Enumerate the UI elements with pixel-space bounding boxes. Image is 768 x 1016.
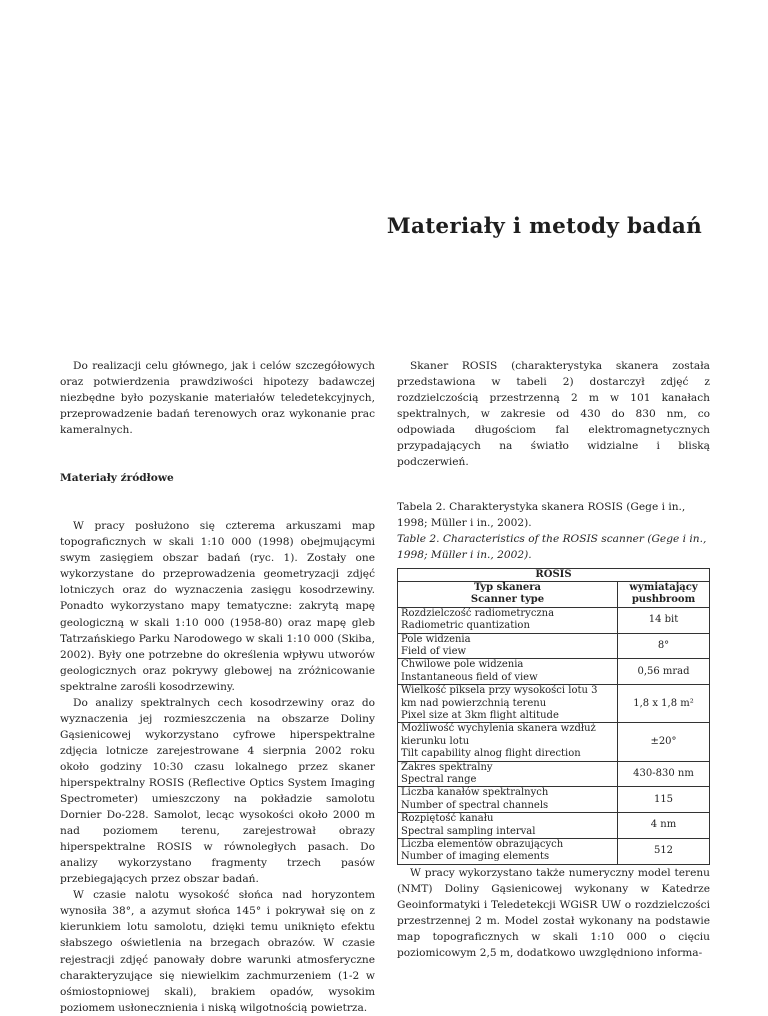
table-row-description xyxy=(398,685,618,723)
table-row-description xyxy=(398,607,618,633)
table-row-description xyxy=(398,659,618,685)
row-label-en: Pixel size at 3km flight altitude xyxy=(401,709,559,721)
row-label-en: Spectral range xyxy=(401,774,477,786)
row-value: 8° xyxy=(618,633,710,659)
row-label-pl: Liczba elementów obrazujących xyxy=(401,839,564,851)
row-label-pl: Rozdzielczość radiometryczna xyxy=(401,607,555,619)
paragraph-nmt: W pracy wykorzystano także numeryczny model terenu (NMT) Doliny Gąsienicowej wykonany w Katedrze Geoinformatyki i Teledetekcji WGiSR UW o rozdzielczości przestrzennej 2 m. Model został wykonany na podstawie map topograficznych w skali 1:10 000 o cięciu poziomicowym 2,5 m, dodatkowo uwzględniono informa- xyxy=(397,866,710,960)
table-row xyxy=(398,685,710,723)
row-label-pl: Chwilowe pole widzenia xyxy=(401,659,524,671)
caption-pl: Tabela 2. Charakterystyka skanera ROSIS (Gege i in., 1998; Müller i in., 2002). xyxy=(397,501,686,530)
page-title: Materiały i metody badań xyxy=(386,214,702,239)
left-column xyxy=(60,358,375,1016)
table-row-description xyxy=(398,761,618,787)
row-value: 115 xyxy=(618,787,710,813)
table-header-left: Typ skanera Scanner type xyxy=(398,581,618,607)
table-row-description xyxy=(398,723,618,761)
rosis-table xyxy=(397,568,710,865)
table-row xyxy=(398,659,710,685)
table-row xyxy=(398,839,710,865)
row-label-en: Field of view xyxy=(401,645,467,657)
table-row xyxy=(398,813,710,839)
row-value: 430-830 nm xyxy=(618,761,710,787)
row-label-pl: Pole widzenia xyxy=(401,633,471,645)
row-label-en: Number of imaging elements xyxy=(401,851,550,863)
row-label-pl: Możliwość wychylenia skanera wzdłuż kierunku lotu xyxy=(401,723,596,747)
table-row-description xyxy=(398,633,618,659)
paragraph-maps: W pracy posłużono się czterema arkuszami map topograficznych w skali 1:10 000 (1998) obejmującymi swym zasięgiem obszar badań (ryc. 1). Zostały one wykorzystane do przeprowadzenia geometryzacji zdjęć lotniczych oraz do wyznaczenia zasięgu kosodrzewiny. Ponadto wykorzystano mapy tematyczne: zakrytą mapę geologiczną w skali 1:10 000 (1958-80) oraz mapę gleb Tatrzańskiego Parku Narodowego w skali 1:10 000 (Skiba, 2002). Były one potrzebne do określenia wpływu utworów geologicznych oraz pokrywy glebowej na zróżnicowanie spektralne zarośli kosodrzewiny. xyxy=(60,520,375,693)
row-label-en: Tilt capability alnog flight direction xyxy=(401,748,581,760)
paragraph-conditions: W czasie nalotu wysokość słońca nad horyzontem wynosiła 38°, a azymut słońca 145° i pokrywał się on z kierunkiem lotu samolotu, dzięki temu uniknięto efektu słabszego oświetlenia na brzegach obrazów. W czasie rejestracji zdjęć panowały dobre warunki atmosferyczne charakteryzujące się niewielkim zachmurzeniem (1-2 w ośmiostopniowej skali), brakiem opadów, wysokim poziomem usłonecznienia i niską wilgotnością powietrza. xyxy=(60,889,375,1014)
row-label-pl: Wielkość piksela przy wysokości lotu 3 km nad powierzchnią terenu xyxy=(401,685,598,709)
row-label-pl: Liczba kanałów spektralnych xyxy=(401,787,549,799)
table-row xyxy=(398,787,710,813)
table-caption xyxy=(397,499,710,563)
row-label-en: Spectral sampling interval xyxy=(401,825,536,837)
row-value: 14 bit xyxy=(618,607,710,633)
table-row-description xyxy=(398,839,618,865)
section-heading: Materiały źródłowe xyxy=(60,472,174,485)
paragraph-scanner: Skaner ROSIS (charakterystyka skanera została przedstawiona w tabeli 2) dostarczył zdjęć z rozdzielczością przestrzenną 2 m w 101 kanałach spektralnych, w zakresie od 430 do 830 nm, co odpowiada długościom fal elektromagnetycznych przypadających na światło widzialne i bliską podczerwień. xyxy=(397,360,710,469)
table-title: ROSIS xyxy=(398,568,710,581)
table-row xyxy=(398,723,710,761)
table-row-description xyxy=(398,813,618,839)
right-column xyxy=(397,358,710,961)
row-label-en: Radiometric quantization xyxy=(401,620,530,632)
row-value: 1,8 x 1,8 m² xyxy=(618,685,710,723)
table-header-right: wymiatający pushbroom xyxy=(618,581,710,607)
row-label-en: Instantaneous field of view xyxy=(401,671,538,683)
caption-en: Table 2. Characteristics of the ROSIS scanner (Gege i in., 1998; Müller i in., 2002). xyxy=(397,533,707,562)
row-label-en: Number of spectral channels xyxy=(401,799,549,811)
table-body xyxy=(398,607,710,864)
row-label-pl: Rozpiętość kanału xyxy=(401,813,494,825)
row-value: ±20° xyxy=(618,723,710,761)
paragraph-rosis: Do analizy spektralnych cech kosodrzewiny oraz do wyznaczenia jej rozmieszczenia na obszarze Doliny Gąsienicowej wykorzystano cyfrowe hiperspektralne zdjęcia lotnicze zarejestrowane 4 sierpnia 2002 roku około godziny 10:30 czasu lokalnego przez skaner hiperspektralny ROSIS (Reflective Optics System Imaging Spectrometer) umieszczony na pokładzie samolotu Dornier Do-228. Samolot, lecąc wysokości około 2000 m nad poziomem terenu, zarejestrował obrazy hiperspektralne ROSIS w równoległych pasach. Do analizy wykorzystano fragmenty trzech pasów przebiegających przez obszar badań. xyxy=(60,696,375,886)
intro-paragraph: Do realizacji celu głównego, jak i celów szczegółowych oraz potwierdzenia prawdziwości hipotezy badawczej niezbędne było pozyskanie materiałów teledetekcyjnych, przeprowadzenie badań terenowych oraz wykonanie prac kameralnych. xyxy=(60,360,375,437)
table-row-description xyxy=(398,787,618,813)
table-row xyxy=(398,761,710,787)
row-value: 0,56 mrad xyxy=(618,659,710,685)
row-value: 512 xyxy=(618,839,710,865)
table-row xyxy=(398,607,710,633)
row-label-pl: Zakres spektralny xyxy=(401,761,493,773)
table-row xyxy=(398,633,710,659)
row-value: 4 nm xyxy=(618,813,710,839)
